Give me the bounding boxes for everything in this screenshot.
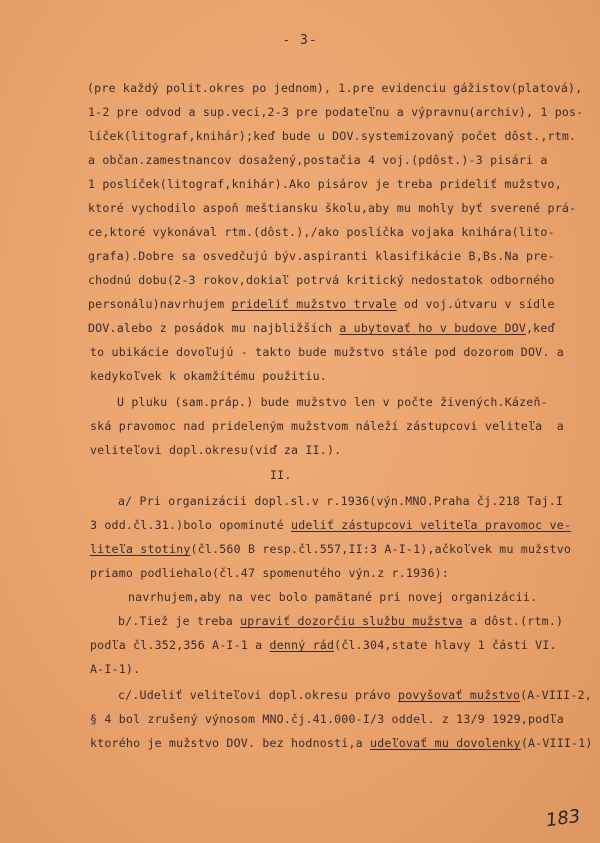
underlined-phrase: upraviť dozorčiu službu mužstva xyxy=(240,614,463,628)
text-segment: A-I-1). xyxy=(90,662,141,676)
text-segment: (A-VIII-2, xyxy=(520,688,592,702)
text-line xyxy=(118,614,563,628)
underlined-phrase: povyšovať mužstvo xyxy=(398,688,521,702)
text-line xyxy=(90,542,571,556)
text-segment: (čl.560 B resp.čl.557,II:3 A-I-1),ačkoľvek mu mužstvo xyxy=(190,542,572,556)
text-segment: kedykoľvek k okamžitému použitiu. xyxy=(90,369,327,383)
text-line xyxy=(88,153,548,167)
text-line xyxy=(88,177,562,191)
text-line xyxy=(88,297,555,311)
text-line xyxy=(90,566,449,580)
text-line xyxy=(88,105,583,119)
text-line xyxy=(88,201,576,215)
text-segment: líček(litograf,knihár);keď bude u DOV.systemizovaný počet dôst.,rtm. xyxy=(88,129,577,143)
text-segment: chodnú dobu(2-3 rokov,dokiaľ potrvá kritický nedostatok odborného xyxy=(88,273,555,287)
text-segment: personálu)navrhujem xyxy=(88,297,232,311)
text-segment: veliteľovi dopl.okresu(viď za II.). xyxy=(90,443,342,457)
text-segment: a dôst.(rtm.) xyxy=(462,614,564,628)
text-segment: podľa čl.352,356 A-I-1 a xyxy=(90,638,270,652)
text-line xyxy=(90,345,564,359)
page-number: - 3- xyxy=(282,33,318,48)
underlined-phrase: udeľovať mu dovolenky xyxy=(370,736,521,750)
text-line xyxy=(88,273,555,287)
text-segment: ,keď xyxy=(526,321,555,335)
text-segment: 1-2 pre odvod a sup.veci,2-3 pre podateľnu a výpravnu(archiv), 1 pos- xyxy=(88,105,584,119)
text-segment: a/ Pri organizácii dopl.sl.v r.1936(výn.MNO.Praha čj.218 Taj.I xyxy=(118,494,564,508)
text-segment: II. xyxy=(270,468,292,482)
text-line xyxy=(118,688,592,702)
text-line xyxy=(118,494,563,508)
underlined-phrase: a ubytovať ho v budove DOV xyxy=(339,321,526,335)
text-line xyxy=(90,638,557,652)
text-segment: § 4 bol zrušený výnosom MNO.čj.41.000-I/3 oddel. z 13/9 1929,podľa xyxy=(90,712,564,726)
text-segment: navrhujem,aby na vec bolo pamätané pri novej organizácii. xyxy=(128,590,538,604)
text-line xyxy=(88,225,555,239)
text-segment: od voj.útvaru v sídle xyxy=(396,297,555,311)
text-segment: a občan.zamestnancov dosažený,postačia 4 voj.(pdôst.)-3 pisári a xyxy=(88,153,548,167)
text-segment: 1 poslíček(litograf,knihár).Ako pisárov je treba prideliť mužstvo, xyxy=(88,177,562,191)
text-line xyxy=(88,249,555,263)
text-segment: ská pravomoc nad prideleným mužstvom náleží zástupcovi veliteľa a xyxy=(90,419,564,433)
text-line xyxy=(90,662,140,676)
text-segment: priamo podliehalo(čl.47 spomenutého výn.z r.1936): xyxy=(90,566,450,580)
text-segment: (A-VIII-1) xyxy=(520,736,593,750)
text-segment: ce,ktoré vykonával rtm.(dôst.),/ako poslíčka vojaka knihára(lito- xyxy=(88,225,555,239)
text-line xyxy=(90,736,593,750)
text-line xyxy=(88,129,576,143)
text-line xyxy=(90,518,571,532)
underlined-phrase: prideliť mužstvo trvale xyxy=(231,297,397,311)
underlined-phrase: udeliť zástupcovi veliteľa pravomoc ve- xyxy=(291,518,572,532)
text-line xyxy=(270,468,292,482)
underlined-phrase: liteľa stotiny xyxy=(90,542,191,556)
text-line xyxy=(128,590,537,604)
text-segment: 3 odd.čl.31.)bolo opominuté xyxy=(90,518,292,532)
underlined-phrase: denný rád xyxy=(269,638,335,652)
text-segment: c/.Udeliť veliteľovi dopl.okresu právo xyxy=(118,688,399,702)
text-line xyxy=(87,81,582,95)
handwritten-folio-number: 183 xyxy=(544,805,582,832)
text-segment: ktoré vychodilo aspoň meštiansku školu,aby mu mohly byť sverené prá- xyxy=(88,201,577,215)
text-line xyxy=(90,419,564,433)
text-segment: DOV.alebo z posádok mu najbližších xyxy=(88,321,340,335)
text-line xyxy=(90,712,564,726)
text-line xyxy=(90,443,341,457)
text-line xyxy=(88,321,555,335)
text-segment: U pluku (sam.práp.) bude mužstvo len v počte živených.Kázeň- xyxy=(117,395,548,409)
text-segment: (pre každý polit.okres po jednom), 1.pre evidenciu gážistov(platová), xyxy=(87,81,583,95)
text-line xyxy=(90,369,327,383)
text-segment: b/.Tiež je treba xyxy=(118,614,241,628)
text-line xyxy=(117,395,548,409)
text-segment: to ubikácie dovoľujú - takto bude mužstvo stále pod dozorom DOV. a xyxy=(90,345,564,359)
text-segment: ktorého je mužstvo DOV. bez hodnosti,a xyxy=(90,736,371,750)
text-segment: grafa).Dobre sa osvedčujú býv.aspiranti klasifikácie B,Bs.Na pre- xyxy=(88,249,555,263)
text-segment: (čl.304,state hlavy 1 části VI. xyxy=(334,638,557,652)
